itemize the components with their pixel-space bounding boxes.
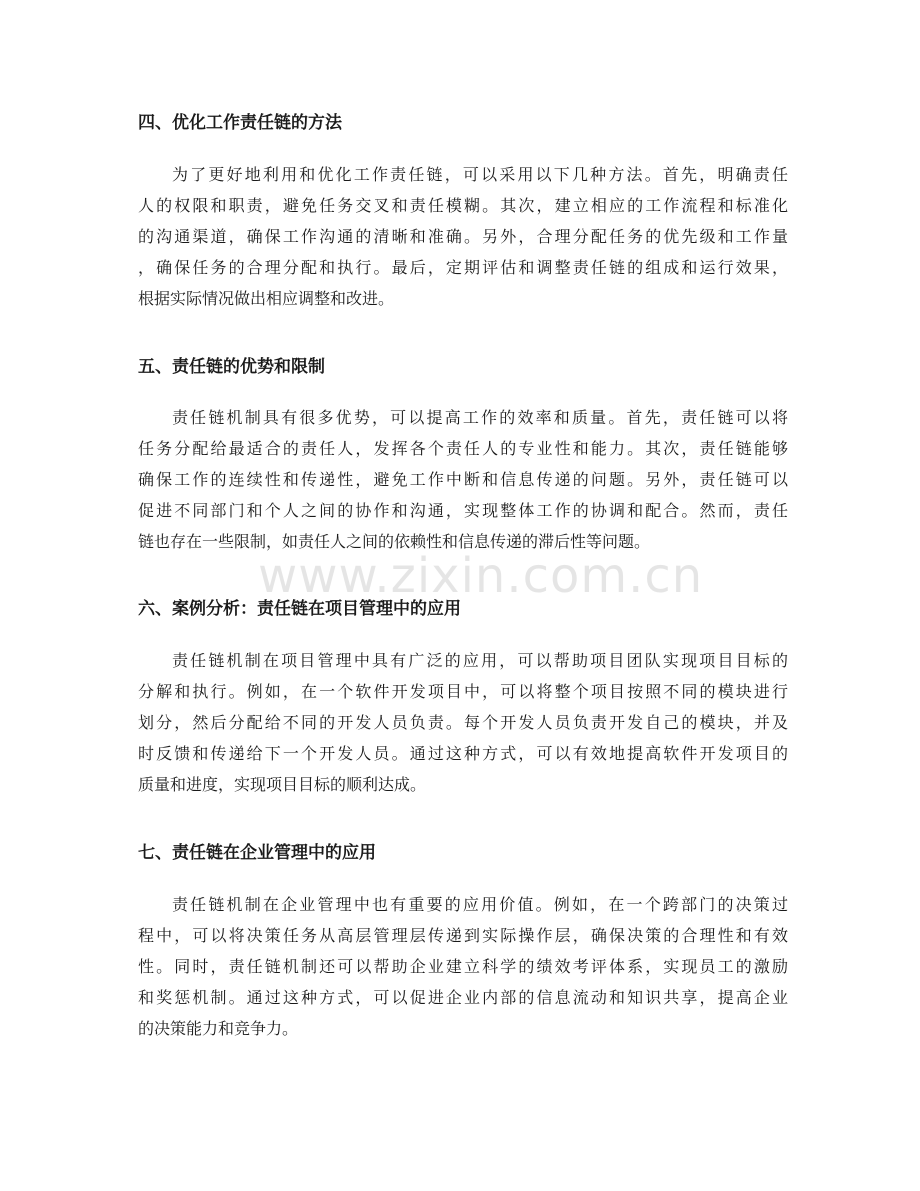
paragraph-line: 时反馈和传递给下一个开发人员。通过这种方式，可以有效地提高软件开发项目的 [138, 744, 788, 763]
paragraph-line: 促进不同部门和个人之间的协作和沟通，实现整体工作的协调和配合。然而，责任 [138, 501, 788, 520]
paragraph-line: 确保工作的连续性和传递性，避免工作中断和信息传递的问题。另外，责任链可以 [138, 470, 788, 489]
paragraph-line: 任务分配给最适合的责任人，发挥各个责任人的专业性和能力。其次，责任链能够 [138, 439, 788, 458]
paragraph-line: 的沟通渠道，确保工作沟通的清晰和准确。另外，合理分配任务的优先级和工作量 [138, 227, 788, 246]
paragraph-line: 分解和执行。例如，在一个软件开发项目中，可以将整个项目按照不同的模块进行 [138, 682, 788, 701]
paragraph-line: 人的权限和职责，避免任务交叉和责任模糊。其次，建立相应的工作流程和标准化 [138, 196, 788, 215]
paragraph-line: 责任链机制具有很多优势，可以提高工作的效率和质量。首先，责任链可以将 [172, 408, 788, 427]
section-paragraph [138, 159, 788, 314]
section-paragraph [138, 402, 788, 557]
paragraph-line: 责任链机制在项目管理中具有广泛的应用，可以帮助项目团队实现项目目标的 [172, 651, 788, 670]
watermark: www.zixin.com.cn [258, 548, 704, 604]
paragraph-line: 根据实际情况做出相应调整和改进。 [138, 289, 395, 308]
paragraph-line: 的决策能力和竞争力。 [138, 1019, 299, 1038]
section-paragraph [138, 645, 788, 800]
paragraph-line: 程中，可以将决策任务从高层管理层传递到实际操作层，确保决策的合理性和有效 [138, 926, 788, 945]
paragraph-line: 性。同时，责任链机制还可以帮助企业建立科学的绩效考评体系，实现员工的激励 [138, 957, 788, 976]
section-heading: 五、责任链的优势和限制 [138, 357, 325, 377]
paragraph-line: ，确保任务的合理分配和执行。最后，定期评估和调整责任链的组成和运行效果， [138, 258, 788, 277]
section-heading: 六、案例分析：责任链在项目管理中的应用 [138, 599, 461, 619]
paragraph-line: 为了更好地利用和优化工作责任链，可以采用以下几种方法。首先，明确责任 [172, 165, 788, 184]
paragraph-line: 划分，然后分配给不同的开发人员负责。每个开发人员负责开发自己的模块，并及 [138, 713, 788, 732]
section-heading: 七、责任链在企业管理中的应用 [138, 843, 376, 863]
section-heading: 四、优化工作责任链的方法 [138, 113, 342, 133]
paragraph-line: 责任链机制在企业管理中也有重要的应用价值。例如，在一个跨部门的决策过 [172, 895, 788, 914]
section-paragraph [138, 889, 788, 1044]
paragraph-line: 和奖惩机制。通过这种方式，可以促进企业内部的信息流动和知识共享，提高企业 [138, 988, 788, 1007]
paragraph-line: 质量和进度，实现项目目标的顺利达成。 [138, 775, 427, 794]
paragraph-line: 链也存在一些限制，如责任人之间的依赖性和信息传递的滞后性等问题。 [138, 532, 651, 551]
